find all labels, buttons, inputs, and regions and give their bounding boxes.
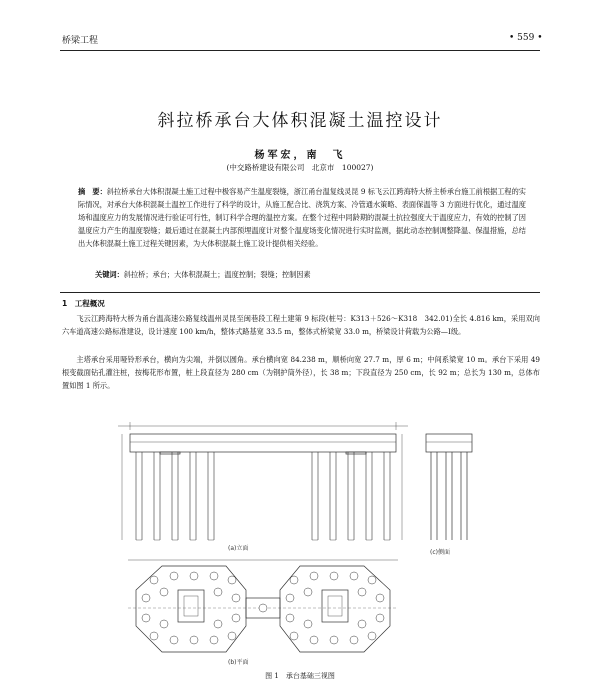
- subfigure-a-label: (a)立面: [228, 545, 249, 552]
- elevation-view: [118, 422, 408, 540]
- abstract: [78, 185, 526, 250]
- side-view: [426, 434, 472, 540]
- subfigure-b-label: (b)平面: [228, 659, 249, 666]
- keywords-text: 斜拉桥；承台；大体积混凝土；温度控制；裂缝；控制因素: [123, 270, 311, 279]
- paragraph-1: 飞云江跨海特大桥为甬台温高速公路复线温州灵昆至闽巷段工程土建第 9 标段(桩号：K313＋526～K318 342.01)全长 4.816 km，采用双向六车道高速公路标准建设，设计速度 100 km/h，整体式路基宽 33.5 m，整体式桥梁宽 33.0 m，桥梁设计荷载为公路—Ⅰ级。: [62, 314, 540, 336]
- journal-section-label: 桥梁工程: [62, 36, 99, 46]
- paper-title: 斜拉桥承台大体积混凝土温控设计: [157, 111, 443, 131]
- subfigure-c-label: (c)侧面: [430, 549, 450, 556]
- page-number: • 559 •: [509, 33, 543, 43]
- affiliation: (中交路桥建设有限公司 北京市 100027): [226, 163, 374, 172]
- keywords: [95, 270, 311, 280]
- keywords-label: 关键词：: [95, 270, 124, 279]
- plan-view: [128, 560, 398, 652]
- section-heading-1: 1 工程概况: [62, 299, 105, 308]
- abstract-text: 斜拉桥承台大体积混凝土施工过程中极容易产生温度裂缝，浙江甬台温复线灵昆 9 标飞云江跨海特大桥主桥承台施工前根据工程的实际情况，对承台大体积混凝土温控工作进行了科学的设计，从施工配合比、浇筑方案、冷管通水策略、表面保温等 3 方面进行优化，通过温度场和温度应力的发展情况进行验证可行性，制订科学合理的温控方案。在整个过程中同龄期的混凝土抗拉强度大于温度应力，有效的控制了因温度应力产生的温度裂缝；最后通过在混凝土内部预埋温度计对整个温度场变化情况进行实时监测，据此动态控制调整降温、保温措施，总结出大体积混凝土施工过程关键因素，为大体积混凝土施工设计提供相关经验。: [78, 187, 526, 248]
- paragraph-2: 主塔承台采用哑铃形承台，横向为尖端，并倒以圆角。承台横向宽 84.238 m，顺桥向宽 27.7 m，厚 6 m；中间系梁宽 10 m。承台下采用 49 根变截面钻孔灌注桩，按梅花形布置，桩上段直径为 280 cm（为钢护筒外径），长 38 m；下段直径为 250 cm，长 92 m；总长为 130 m，总体布置如图 1 所示。: [62, 355, 540, 390]
- authors: 杨军宏，南 飞: [254, 150, 346, 161]
- section-rule: [60, 292, 540, 293]
- figure-1: [118, 420, 478, 668]
- header-rule: [60, 50, 540, 51]
- abstract-label: 摘 要：: [78, 187, 107, 196]
- figure-caption: 图 1 承台基础三视图: [265, 672, 335, 680]
